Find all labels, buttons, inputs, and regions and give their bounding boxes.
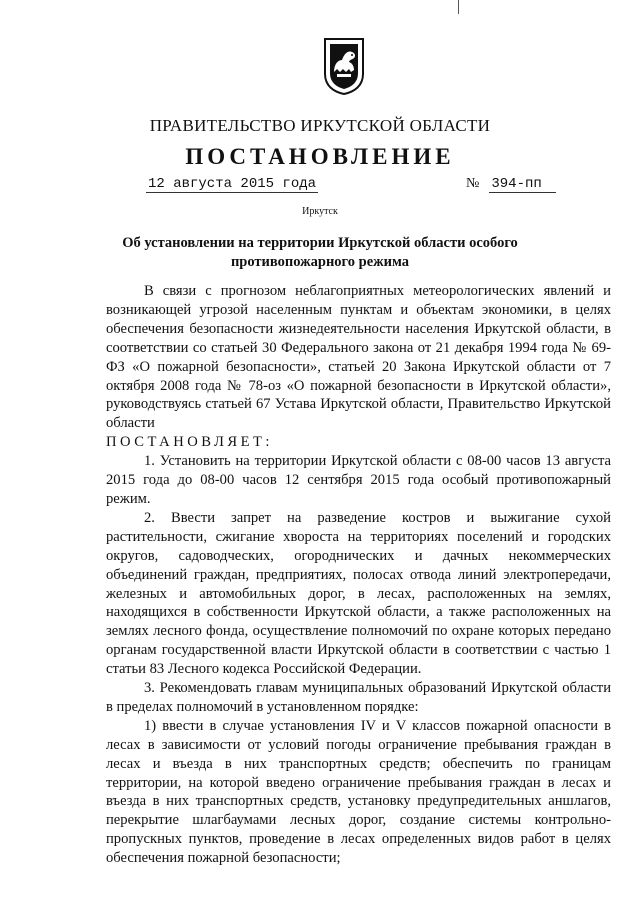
number-sign: № [466,176,480,191]
document-type: ПОСТАНОВЛЕНИЕ [185,144,455,169]
number-value: 394-пп [489,176,555,193]
document-title: Об установлении на территории Иркутской области особого противопожарного режима [122,235,518,270]
decree-heading: ПОСТАНОВЛЯЕТ: [106,434,273,451]
scan-mark [458,0,459,14]
city-name: Иркутск [302,206,338,217]
coat-of-arms-icon [322,36,366,96]
clause-2: 2. Ввести запрет на разведение костров и выжигание сухой растительности, сжигание хвороста на территориях поселений и городских округов, садоводческих, огороднических и дачных некоммерческих объединений граждан, предприятиях, полосах отвода линий электропередачи, железных и автомобильных дорог, в лесах, расположенных на землях, находящихся в собственности Иркутской области, а также расположенных на землях лесного фонда, осуществление полномочий по охране которых передано органам государственной власти Иркутской области в соответствии с частью 1 статьи 83 Лесного кодекса Российской Федерации. [106,509,611,678]
preamble-paragraph: В связи с прогнозом неблагоприятных метеорологических явлений и возникающей угрозой населенным пунктам и объектам экономики, в целях обеспечения безопасности жизнедеятельности населения Иркутской области, в соответствии со статьей 30 Федерального закона от 21 декабря 1994 года № 69-ФЗ «О пожарной безопасности», статьей 20 Закона Иркутской области от 7 октября 2008 года № 78-оз «О пожарной безопасности в Иркутской области», руководствуясь статьей 67 Устава Иркутской области, Правительство Иркутской области [106,283,611,432]
date-value: 12 августа 2015 года [148,176,317,192]
document-body [106,282,611,868]
document-number [466,176,556,192]
clause-3-item-1: 1) ввести в случае установления IV и V классов пожарной опасности в лесах в зависимости от условий погоды ограничение пребывания граждан в лесах и въезда в них транспортных средств; обеспечить по границам территории, на которой введено ограничение пребывания граждан в лесах и въезда в них транспортных средств, установку предупредительных аншлагов, перекрытие шлагбаумами лесных дорог, создание системы контрольно-пропускных пунктов, проведение в лесах определенных видов работ в целях обеспечения пожарной безопасности; [106,717,611,867]
document-date [146,176,318,192]
organization-name: ПРАВИТЕЛЬСТВО ИРКУТСКОЙ ОБЛАСТИ [149,116,491,135]
clause-3: 3. Рекомендовать главам муниципальных образований Иркутской области в пределах полномочий в установленном порядке: [106,680,611,715]
clause-1: 1. Установить на территории Иркутской области с 08-00 часов 13 августа 2015 года до 08-00 часов 12 сентября 2015 года особый противопожарный режим. [106,453,611,507]
